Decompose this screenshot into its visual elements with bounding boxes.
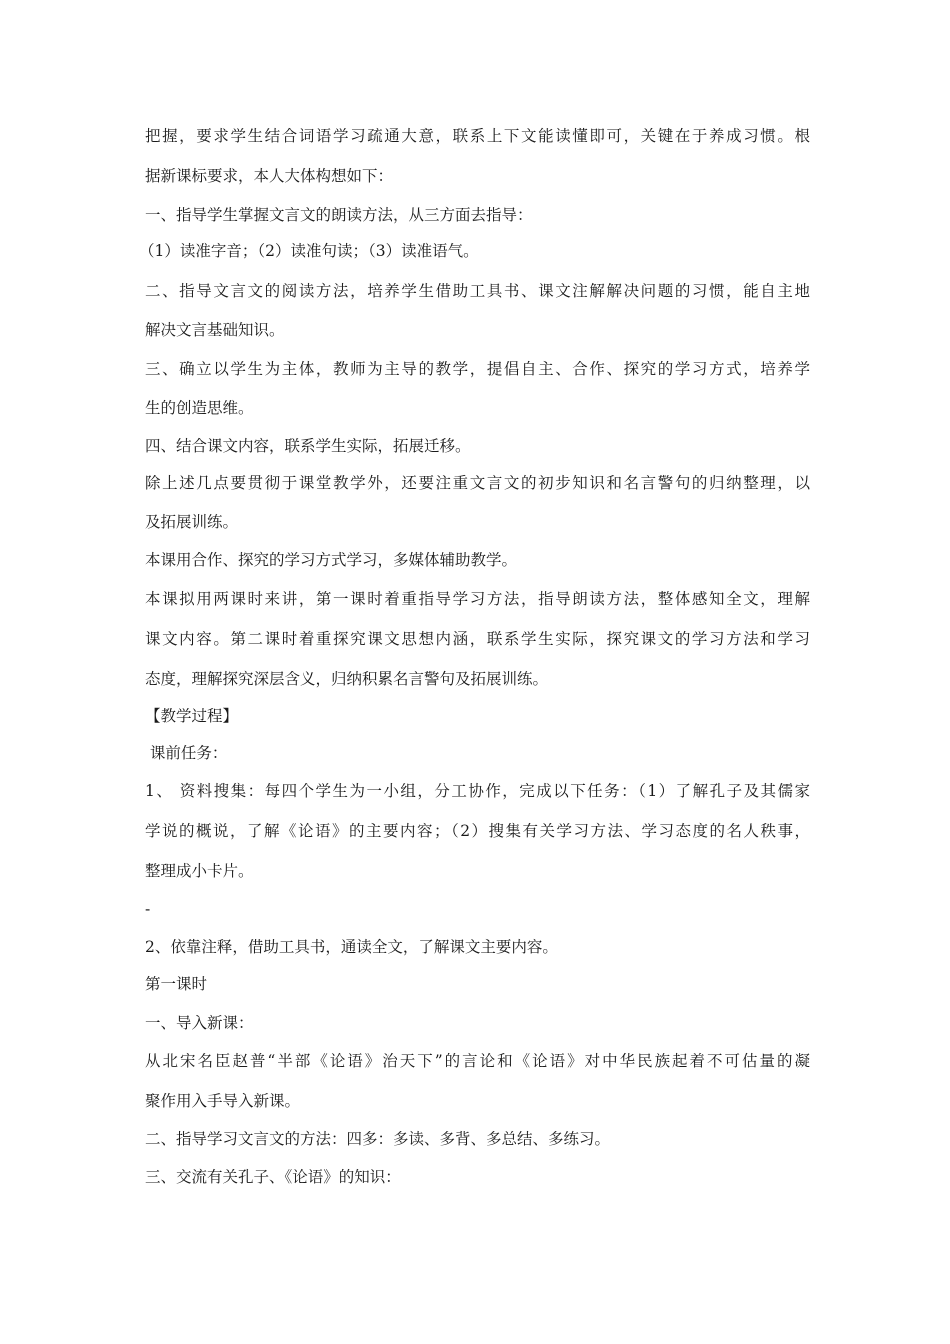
paragraph-line: 课前任务：	[145, 744, 228, 762]
separator-mark: -	[145, 900, 151, 918]
paragraph-line: 一、导入新课：	[145, 1014, 254, 1032]
paragraph-line: 据新课标要求，本人大体构想如下：	[145, 167, 394, 185]
paragraph-line: 本课拟用两课时来讲，第一课时着重指导学习方法，指导朗读方法，整体感知全文，理解	[145, 590, 810, 608]
paragraph-line: （1）读准字音；（2）读准句读；（3）读准语气。	[139, 242, 479, 260]
list-item: 整理成小卡片。	[145, 862, 254, 880]
paragraph-line: 聚作用入手导入新课。	[145, 1092, 301, 1110]
paragraph-line: 二、指导学习文言文的方法：四多：多读、多背、多总结、多练习。	[145, 1130, 611, 1148]
paragraph-line: 把握，要求学生结合词语学习疏通大意，联系上下文能读懂即可，关键在于养成习惯。根	[145, 127, 810, 145]
paragraph-line: 及拓展训练。	[145, 513, 239, 531]
paragraph-line: 除上述几点要贯彻于课堂教学外，还要注重文言文的初步知识和名言警句的归纳整理，以	[145, 474, 810, 492]
paragraph-line: 从北宋名臣赵普“半部《论语》治天下”的言论和《论语》对中华民族起着不可估量的凝	[145, 1052, 810, 1070]
list-item: 2、依靠注释，借助工具书，通读全文，了解课文主要内容。	[145, 938, 558, 956]
paragraph-line: 二、指导文言文的阅读方法，培养学生借助工具书、课文注解解决问题的习惯，能自主地	[145, 282, 810, 300]
paragraph-line: 解决文言基础知识。	[145, 321, 285, 339]
paragraph-line: 课文内容。第二课时着重探究课文思想内涵，联系学生实际，探究课文的学习方法和学习	[145, 630, 810, 648]
section-heading: 【教学过程】	[145, 707, 239, 725]
paragraph-line: 本课用合作、探究的学习方式学习，多媒体辅助教学。	[145, 551, 518, 569]
paragraph-line: 三、确立以学生为主体，教师为主导的教学，提倡自主、合作、探究的学习方式，培养学	[145, 360, 810, 378]
paragraph-line: 三、交流有关孔子、《论语》的知识：	[145, 1168, 401, 1186]
section-heading: 第一课时	[145, 975, 208, 993]
paragraph-line: 一、指导学生掌握文言文的朗读方法，从三方面去指导：	[145, 206, 533, 224]
list-item: 学说的概说，了解《论语》的主要内容；（2）搜集有关学习方法、学习态度的名人秩事，	[145, 822, 810, 840]
paragraph-line: 生的创造思维。	[145, 399, 254, 417]
paragraph-line: 态度，理解探究深层含义，归纳积累名言警句及拓展训练。	[145, 670, 549, 688]
paragraph-line: 四、结合课文内容，联系学生实际，拓展迁移。	[145, 437, 471, 455]
list-item: 1、 资料搜集：每四个学生为一小组，分工协作，完成以下任务：（1）了解孔子及其儒家	[145, 782, 810, 800]
